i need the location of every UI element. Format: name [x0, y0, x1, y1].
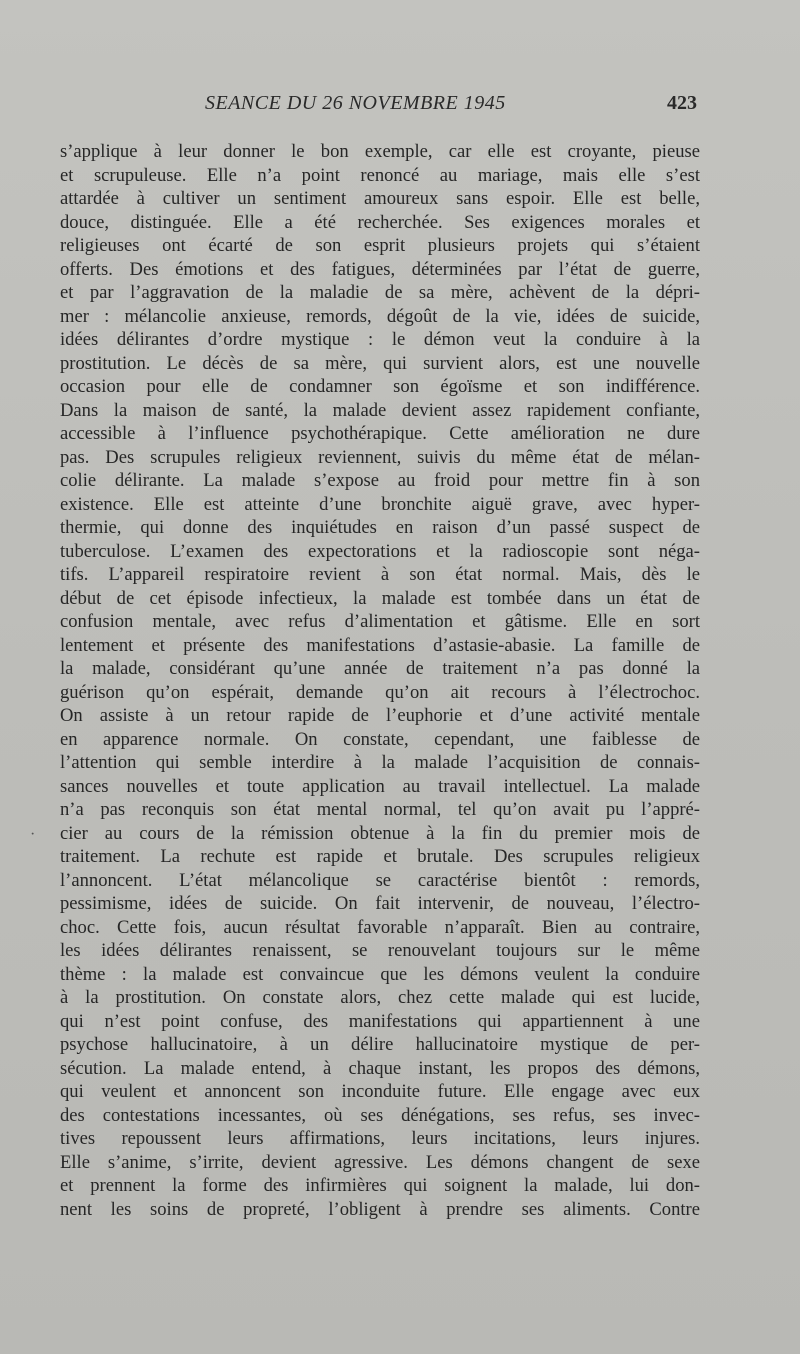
- text-line: l’annoncent. L’état mélancolique se caractérise bientôt : remords,: [60, 869, 700, 891]
- text-line: offerts. Des émotions et des fatigues, déterminées par l’état de guerre,: [60, 258, 700, 280]
- text-line: tuberculose. L’examen des expectorations et la radioscopie sont néga-: [60, 540, 700, 562]
- text-line: en apparence normale. On constate, cependant, une faiblesse de: [60, 728, 700, 750]
- text-line: existence. Elle est atteinte d’une bronchite aiguë grave, avec hyper-: [60, 493, 700, 515]
- text-line: religieuses ont écarté de son esprit plusieurs projets qui s’étaient: [60, 235, 700, 256]
- margin-mark: ·: [30, 826, 36, 843]
- text-line: pessimisme, idées de suicide. On fait intervenir, de nouveau, l’électro-: [60, 893, 700, 914]
- text-line: Dans la maison de santé, la malade devient assez rapidement confiante,: [60, 399, 700, 421]
- text-line: l’attention qui semble interdire à la malade l’acquisition de connais-: [60, 752, 700, 773]
- text-line: psychose hallucinatoire, à un délire hallucinatoire mystique de per-: [60, 1034, 700, 1055]
- page-header: [0, 92, 800, 120]
- text-line: des contestations incessantes, où ses dénégations, ses refus, ses invec-: [60, 1104, 700, 1126]
- text-line: lentement et présente des manifestations d’astasie-abasie. La famille de: [60, 634, 700, 656]
- text-line: début de cet épisode infectieux, la malade est tombée dans un état de: [60, 587, 700, 609]
- text-line: pas. Des scrupules religieux reviennent, suivis du même état de mélan-: [60, 446, 700, 468]
- text-line: les idées délirantes renaissent, se renouvelant toujours sur le même: [60, 940, 700, 961]
- text-line: thème : la malade est convaincue que les démons veulent la conduire: [60, 963, 700, 985]
- text-line: choc. Cette fois, aucun résultat favorable n’apparaît. Bien au contraire,: [60, 916, 700, 938]
- body-text: [60, 140, 700, 1221]
- text-line: prostitution. Le décès de sa mère, qui survient alors, est une nouvelle: [60, 352, 700, 374]
- text-line: guérison qu’on espérait, demande qu’on ait recours à l’électrochoc.: [60, 681, 700, 703]
- text-line: cier au cours de la rémission obtenue à la fin du premier mois de: [60, 822, 700, 844]
- text-line: tives repoussent leurs affirmations, leurs incitations, leurs injures.: [60, 1128, 700, 1149]
- text-line: qui n’est point confuse, des manifestations qui appartiennent à une: [60, 1010, 700, 1032]
- text-line: s’applique à leur donner le bon exemple, car elle est croyante, pieuse: [60, 141, 700, 162]
- text-line: thermie, qui donne des inquiétudes en raison d’un passé suspect de: [60, 517, 700, 538]
- text-line: On assiste à un retour rapide de l’euphorie et d’une activité mentale: [60, 705, 700, 726]
- text-line: douce, distinguée. Elle a été recherchée. Ses exigences morales et: [60, 211, 700, 233]
- text-line: traitement. La rechute est rapide et brutale. Des scrupules religieux: [60, 846, 700, 867]
- text-line: et scrupuleuse. Elle n’a point renoncé au mariage, mais elle s’est: [60, 164, 700, 186]
- text-line: occasion pour elle de condamner son égoïsme et son indifférence.: [60, 376, 700, 397]
- text-line: attardée à cultiver un sentiment amoureux sans espoir. Elle est belle,: [60, 188, 700, 209]
- text-line: mer : mélancolie anxieuse, remords, dégoût de la vie, idées de suicide,: [60, 305, 700, 327]
- text-line: sécution. La malade entend, à chaque instant, les propos des démons,: [60, 1057, 700, 1079]
- text-line: idées délirantes d’ordre mystique : le démon veut la conduire à la: [60, 329, 700, 350]
- text-line: confusion mentale, avec refus d’alimentation et gâtisme. Elle en sort: [60, 611, 700, 632]
- text-line: accessible à l’influence psychothérapique. Cette amélioration ne dure: [60, 423, 700, 444]
- text-line: sances nouvelles et toute application au travail intellectuel. La malade: [60, 775, 700, 797]
- text-line: et par l’aggravation de la maladie de sa mère, achèvent de la dépri-: [60, 282, 700, 303]
- text-line: tifs. L’appareil respiratoire revient à son état normal. Mais, dès le: [60, 564, 700, 585]
- text-line: n’a pas reconquis son état mental normal, tel qu’on avait pu l’appré-: [60, 799, 700, 820]
- text-line: nent les soins de propreté, l’obligent à prendre ses aliments. Contre: [60, 1198, 700, 1220]
- text-line: à la prostitution. On constate alors, chez cette malade qui est lucide,: [60, 987, 700, 1008]
- text-line: la malade, considérant qu’une année de traitement n’a pas donné la: [60, 658, 700, 679]
- text-line: Elle s’anime, s’irrite, devient agressive. Les démons changent de sexe: [60, 1151, 700, 1173]
- text-line: et prennent la forme des infirmières qui soignent la malade, lui don-: [60, 1175, 700, 1196]
- page-number: 423: [667, 92, 697, 114]
- text-line: qui veulent et annoncent son inconduite future. Elle engage avec eux: [60, 1081, 700, 1102]
- running-title: SEANCE DU 26 NOVEMBRE 1945: [205, 92, 506, 114]
- text-line: colie délirante. La malade s’expose au froid pour mettre fin à son: [60, 470, 700, 491]
